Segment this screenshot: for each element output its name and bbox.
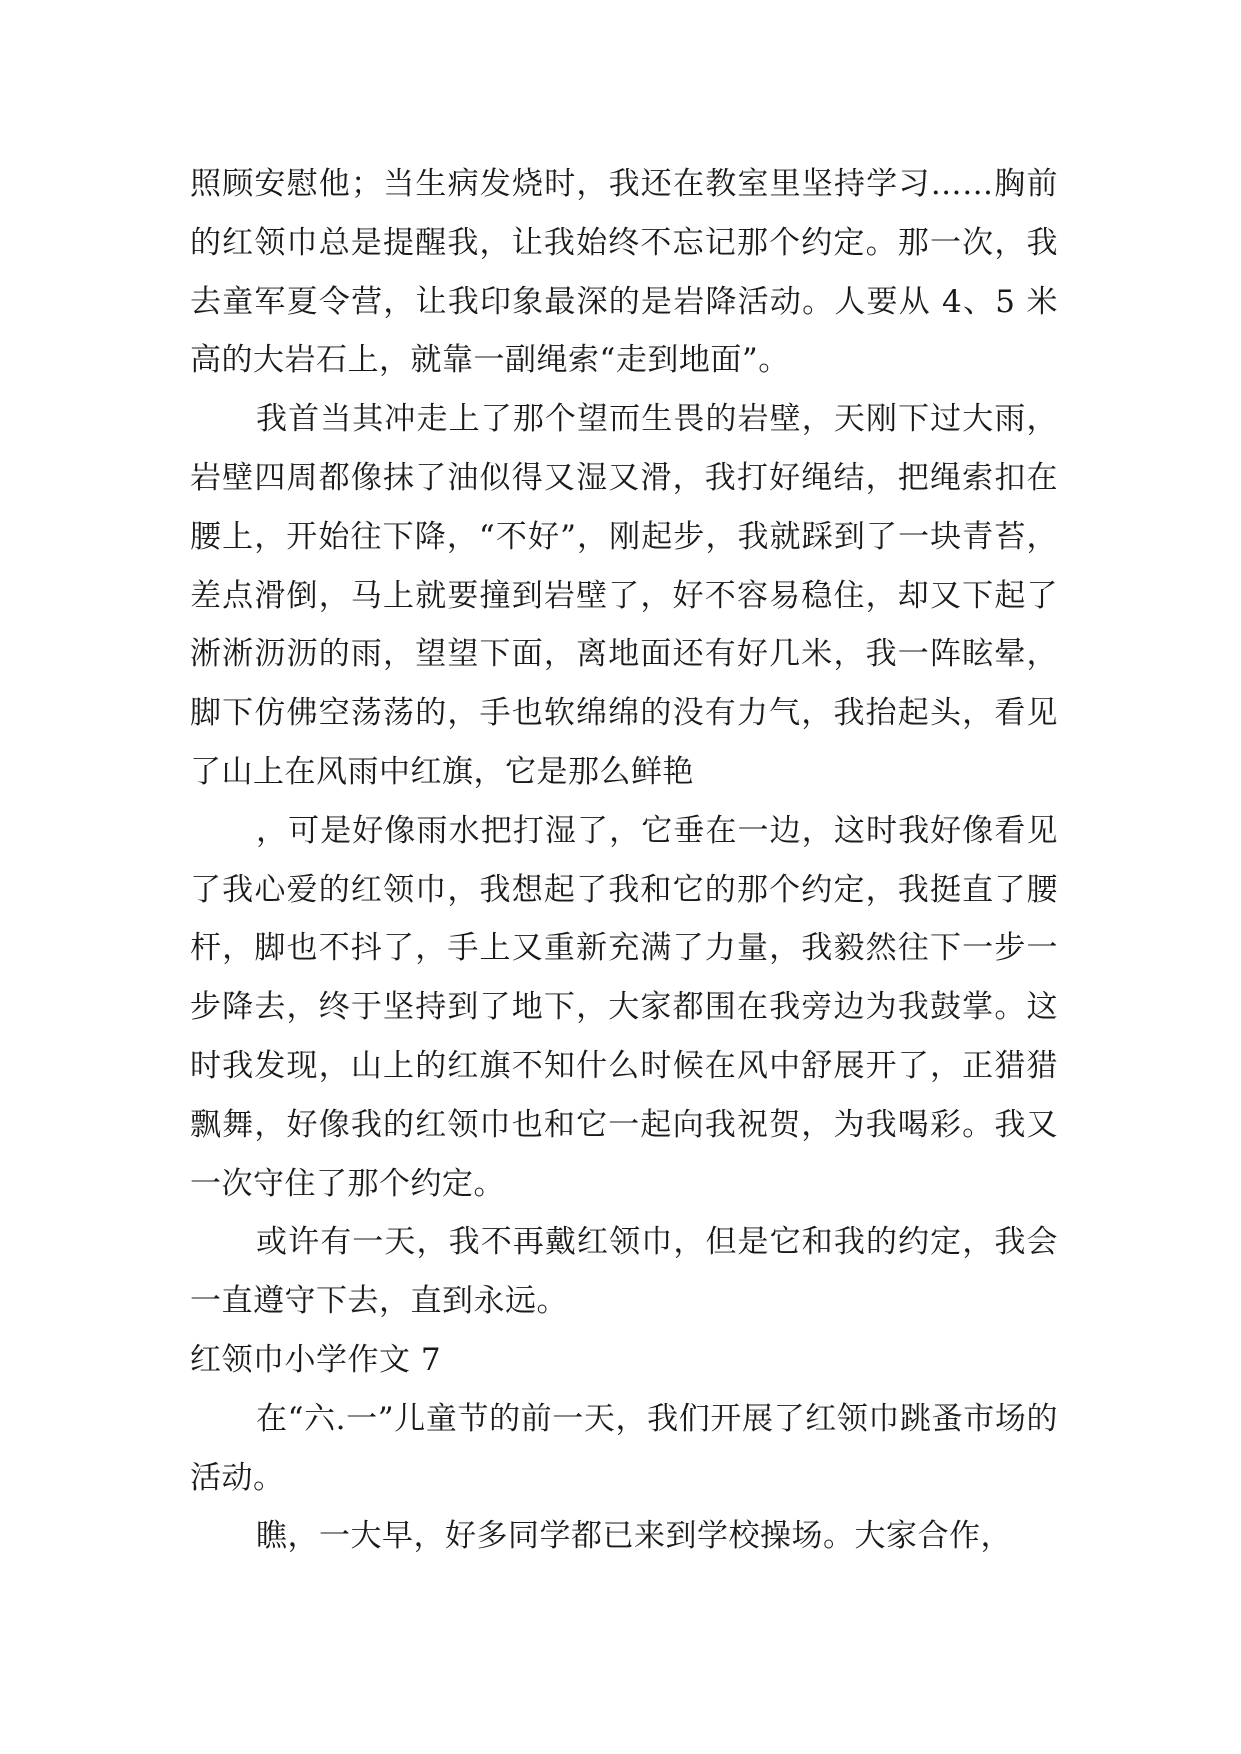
paragraph-continuation: 照顾安慰他；当生病发烧时，我还在教室里坚持学习……胸前的红领巾总是提醒我，让我始终不忘记那个约定。那一次，我去童军夏令营，让我印象最深的是岩降活动。人要从 4、5 米高的大岩石上，就靠一副绳索“走到地面”。 — [190, 166, 1058, 379]
document-body — [190, 155, 1058, 1566]
paragraph-childrens-day: 在“六.一”儿童节的前一天，我们开展了红领巾跳蚤市场的活动。 — [190, 1400, 1058, 1496]
paragraph-morning: 瞧，一大早，好多同学都已来到学校操场。大家合作， — [256, 1518, 1012, 1555]
paragraph-rock-descent: 我首当其冲走上了那个望而生畏的岩壁，天刚下过大雨，岩壁四周都像抹了油似得又湿又滑，我打好绳结，把绳索扣在腰上，开始往下降，“不好”，刚起步，我就踩到了一块青苔，差点滑倒，马上就要撞到岩壁了，好不容易稳住，却又下起了淅淅沥沥的雨，望望下面，离地面还有好几米，我一阵眩晕，脚下仿佛空荡荡的，手也软绵绵的没有力气，我抬起头，看见了山上在风雨中红旗，它是那么鲜艳 — [190, 401, 1058, 790]
paragraph-promise: 或许有一天，我不再戴红领巾，但是它和我的约定，我会一直遵守下去，直到永远。 — [190, 1224, 1058, 1320]
paragraph-red-scarf-memory: ，可是好像雨水把打湿了，它垂在一边，这时我好像看见了我心爱的红领巾，我想起了我和它的那个约定，我挺直了腰杆，脚也不抖了，手上又重新充满了力量，我毅然往下一步一步降去，终于坚持到了地下，大家都围在我旁边为我鼓掌。这时我发现，山上的红旗不知什么时候在风中舒展开了，正猎猎飘舞，好像我的红领巾也和它一起向我祝贺，为我喝彩。我又一次守住了那个约定。 — [190, 812, 1058, 1202]
section-heading: 红领巾小学作文 7 — [190, 1341, 442, 1378]
